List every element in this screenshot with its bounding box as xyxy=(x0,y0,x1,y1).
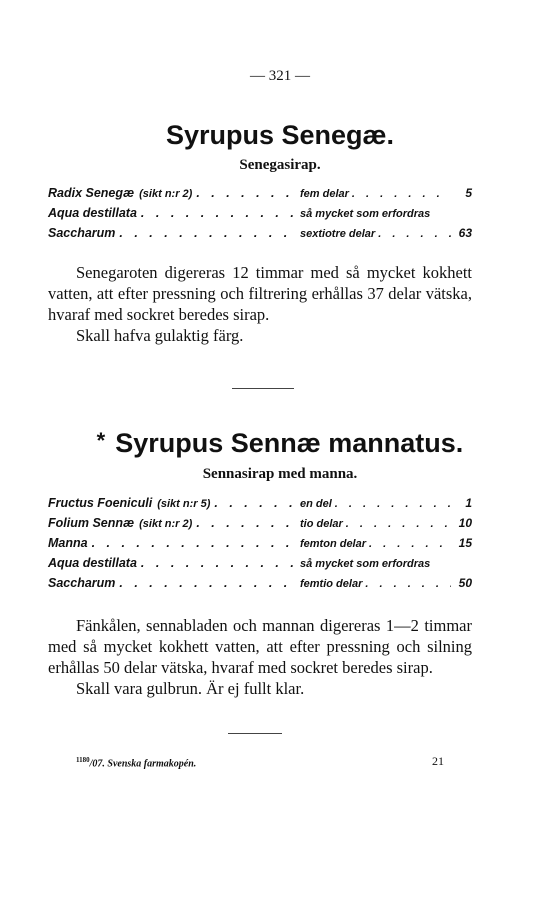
section2-text xyxy=(48,615,472,699)
dot-leader xyxy=(352,188,451,200)
ingredient-parts: 50 xyxy=(458,576,472,590)
dot-leader xyxy=(369,538,451,550)
sheet-number: 21 xyxy=(432,754,444,768)
ingredient-name: Radix Senegæ xyxy=(48,186,135,200)
printer-signature xyxy=(76,756,196,769)
ingredient-name: Manna xyxy=(48,536,88,550)
section2-recipe xyxy=(48,496,472,596)
paragraph: Skall vara gulbrun. Är ej fullt klar. xyxy=(76,679,305,698)
dot-leader xyxy=(119,226,296,240)
section2-subtitle: Sennasirap med manna. xyxy=(202,466,358,482)
dot-leader xyxy=(378,228,451,240)
ingredient-parts: 10 xyxy=(458,516,472,530)
section-divider xyxy=(232,388,294,389)
ingredient-note: (sikt n:r 2) xyxy=(139,518,193,530)
ingredient-parts: 1 xyxy=(465,496,472,510)
ingredient-note: (sikt n:r 2) xyxy=(139,188,193,200)
signature-text: /07. Svenska farmakopén. xyxy=(89,758,197,770)
ingredient-row xyxy=(48,226,472,246)
dot-leader xyxy=(365,578,451,590)
dot-leader xyxy=(92,536,296,550)
asterisk-marker: * xyxy=(96,428,106,453)
ingredient-note: (sikt n:r 5) xyxy=(157,498,211,510)
ingredient-quantity: sextiotre delar xyxy=(300,228,376,240)
signature-number: 1180 xyxy=(76,756,90,764)
section1-text xyxy=(48,262,472,346)
paragraph: Fänkålen, sennabladen och mannan digereras 1—2 timmar med så mycket kokhett vatten, att efter pressning och silning erhållas 50 delar vätska, hvaraf med sockret beredes sirap. xyxy=(48,616,472,677)
ingredient-row xyxy=(48,206,472,226)
ingredient-row xyxy=(48,186,472,206)
dot-leader xyxy=(196,186,296,200)
ingredient-name: Saccharum xyxy=(48,576,116,590)
section2-title: Syrupus Sennæ mannatus. xyxy=(115,428,464,458)
ingredient-row xyxy=(48,576,472,596)
paragraph: Skall hafva gulaktig färg. xyxy=(76,326,244,345)
ingredient-name: Aqua destillata xyxy=(48,556,137,570)
ingredient-name: Folium Sennæ xyxy=(48,516,135,530)
ingredient-quantity: så mycket som erfordras xyxy=(300,558,431,570)
ingredient-name: Aqua destillata xyxy=(48,206,137,220)
section1-subtitle: Senegasirap. xyxy=(239,157,321,173)
dot-leader xyxy=(346,518,451,530)
ingredient-row xyxy=(48,496,472,516)
paragraph: Senegaroten digereras 12 timmar med så mycket kokhett vatten, att efter pressning och filtrering erhållas 37 delar vätska, hvaraf med sockret beredes sirap. xyxy=(48,263,472,324)
ingredient-quantity: så mycket som erfordras xyxy=(300,208,431,220)
ingredient-parts: 5 xyxy=(465,186,472,200)
ingredient-quantity: tio delar xyxy=(300,518,343,530)
ingredient-name: Saccharum xyxy=(48,226,116,240)
dot-leader xyxy=(196,516,296,530)
section-divider xyxy=(228,733,282,734)
ingredient-parts: 63 xyxy=(458,226,472,240)
ingredient-quantity: femton delar xyxy=(300,538,367,550)
ingredient-row xyxy=(48,536,472,556)
section1-title: Syrupus Senegæ. xyxy=(165,120,395,150)
page-number: — 321 — xyxy=(250,68,310,84)
dot-leader xyxy=(141,206,296,220)
section2-title-line xyxy=(0,428,560,459)
ingredient-name: Fructus Foeniculi xyxy=(48,496,153,510)
ingredient-quantity: en del xyxy=(300,498,332,510)
dot-leader xyxy=(335,498,451,510)
section1-recipe xyxy=(48,186,472,246)
ingredient-parts: 15 xyxy=(458,536,472,550)
ingredient-row xyxy=(48,516,472,536)
ingredient-quantity: femtio delar xyxy=(300,578,363,590)
dot-leader xyxy=(119,576,296,590)
dot-leader xyxy=(214,496,296,510)
ingredient-row xyxy=(48,556,472,576)
ingredient-quantity: fem delar xyxy=(300,188,349,200)
dot-leader xyxy=(141,556,296,570)
